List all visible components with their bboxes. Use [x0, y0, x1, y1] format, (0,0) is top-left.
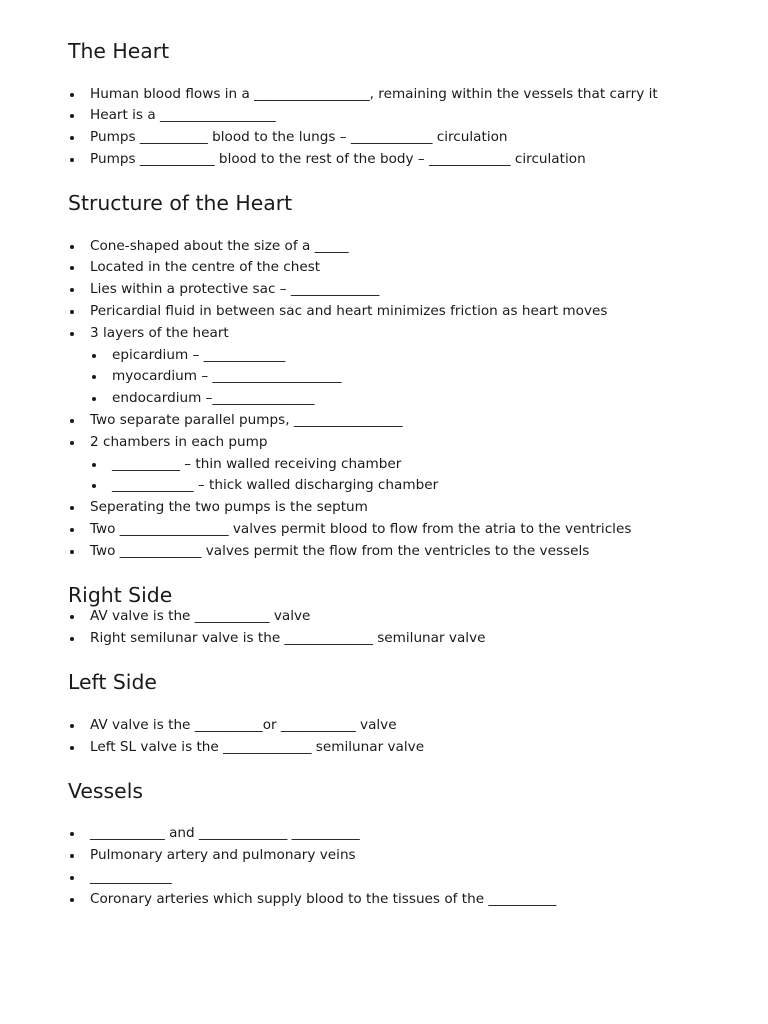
list-item: Located in the centre of the chest [68, 257, 768, 279]
spacer [68, 62, 768, 84]
sub-list-item: myocardium – ___________________ [68, 366, 768, 388]
list-item: Pumps __________ blood to the lungs – ____________ circulation [68, 127, 768, 149]
list-item: Cone-shaped about the size of a _____ [68, 236, 768, 258]
list-vessels [68, 823, 768, 910]
list-item: AV valve is the ___________ valve [68, 606, 768, 628]
list-item: Coronary arteries which supply blood to the tissues of the __________ [68, 889, 768, 911]
list-item: Left SL valve is the _____________ semilunar valve [68, 737, 768, 759]
list-item: Pulmonary artery and pulmonary veins [68, 845, 768, 867]
list-item: Right semilunar valve is the _____________ semilunar valve [68, 628, 768, 650]
sub-list-item: ____________ – thick walled discharging chamber [68, 475, 768, 497]
list-item: Two ________________ valves permit blood to flow from the atria to the ventricles [68, 519, 768, 541]
sub-list-item: epicardium – ____________ [68, 345, 768, 367]
list-item: 2 chambers in each pump [68, 432, 768, 454]
list-structure [68, 236, 768, 563]
list-left-side [68, 715, 768, 759]
list-item: Pericardial fluid in between sac and heart minimizes friction as heart moves [68, 301, 768, 323]
list-item: ___________ and _____________ __________ [68, 823, 768, 845]
list-item: Two separate parallel pumps, ________________ [68, 410, 768, 432]
list-item: Lies within a protective sac – _____________ [68, 279, 768, 301]
list-item: Pumps ___________ blood to the rest of the body – ____________ circulation [68, 149, 768, 171]
list-item: 3 layers of the heart [68, 323, 768, 345]
spacer [68, 650, 768, 672]
section-title-vessels: Vessels [68, 778, 143, 803]
sub-list-item: endocardium –_______________ [68, 388, 768, 410]
spacer [68, 171, 768, 193]
spacer [68, 693, 768, 715]
spacer [68, 802, 768, 824]
list-item: Two ____________ valves permit the flow from the ventricles to the vessels [68, 541, 768, 563]
section-title-right-side: Right Side [68, 583, 173, 608]
section-title-structure: Structure of the Heart [68, 191, 293, 216]
list-item: AV valve is the __________or ___________ valve [68, 715, 768, 737]
sub-list-item: __________ – thin walled receiving chamber [68, 454, 768, 476]
section-title-the-heart: The Heart [68, 39, 170, 63]
list-item: Human blood flows in a _________________, remaining within the vessels that carry it [68, 84, 768, 106]
spacer [68, 214, 768, 236]
spacer [68, 563, 768, 585]
list-right-side [68, 606, 768, 650]
list-item: Heart is a _________________ [68, 105, 768, 127]
list-the-heart [68, 84, 768, 171]
list-item: Seperating the two pumps is the septum [68, 497, 768, 519]
section-title-left-side: Left Side [68, 670, 157, 695]
list-item: ____________ [68, 867, 768, 889]
spacer [68, 758, 768, 780]
